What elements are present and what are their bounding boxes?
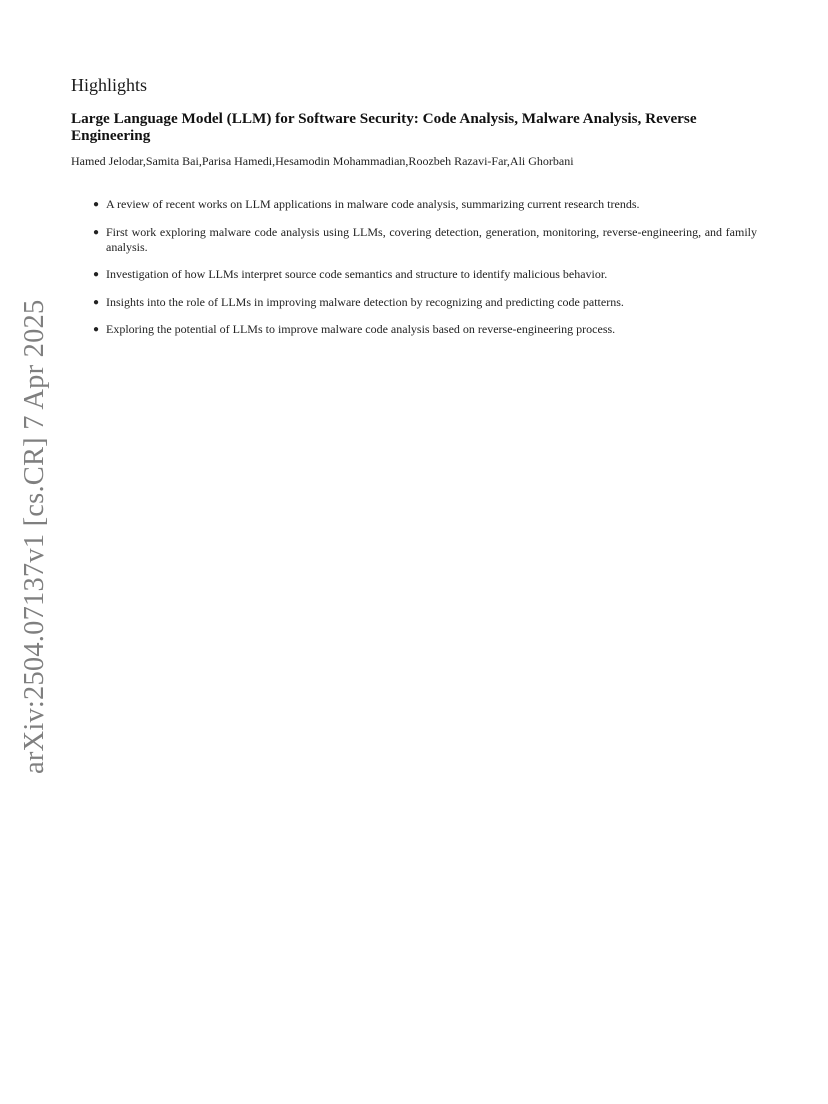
bullet-icon: ● bbox=[93, 296, 100, 308]
highlight-item bbox=[93, 322, 757, 337]
bullet-icon: ● bbox=[93, 269, 100, 280]
highlight-text: A review of recent works on LLM applications in malware code analysis, summarizing current research trends. bbox=[106, 197, 640, 211]
highlight-item bbox=[93, 267, 757, 282]
arxiv-identifier-stamp: arXiv:2504.07137v1 [cs.CR] 7 Apr 2025 bbox=[19, 299, 50, 774]
highlight-text: First work exploring malware code analysis using LLMs, covering detection, generation, monitoring, reverse-engineering, and family analysis. bbox=[106, 224, 757, 254]
highlight-item bbox=[93, 295, 757, 310]
section-heading: Highlights bbox=[71, 75, 148, 95]
paper-title: Large Language Model (LLM) for Software Security: Code Analysis, Malware Analysis, Reverse Engineering bbox=[71, 110, 697, 144]
highlight-item bbox=[93, 225, 757, 255]
author-list: Hamed Jelodar,Samita Bai,Parisa Hamedi,Hesamodin Mohammadian,Roozbeh Razavi-Far,Ali Ghorbani bbox=[71, 154, 574, 168]
highlight-item bbox=[93, 197, 757, 212]
bullet-icon: ● bbox=[93, 324, 100, 335]
highlight-text: Insights into the role of LLMs in improving malware detection by recognizing and predicting code patterns. bbox=[106, 294, 624, 309]
highlight-text: Exploring the potential of LLMs to improve malware code analysis based on reverse-engineering process. bbox=[106, 322, 616, 336]
bullet-icon: ● bbox=[93, 199, 100, 210]
bullet-icon: ● bbox=[93, 226, 100, 238]
highlights-list bbox=[93, 197, 757, 350]
highlight-text: Investigation of how LLMs interpret source code semantics and structure to identify malicious behavior. bbox=[106, 267, 608, 281]
